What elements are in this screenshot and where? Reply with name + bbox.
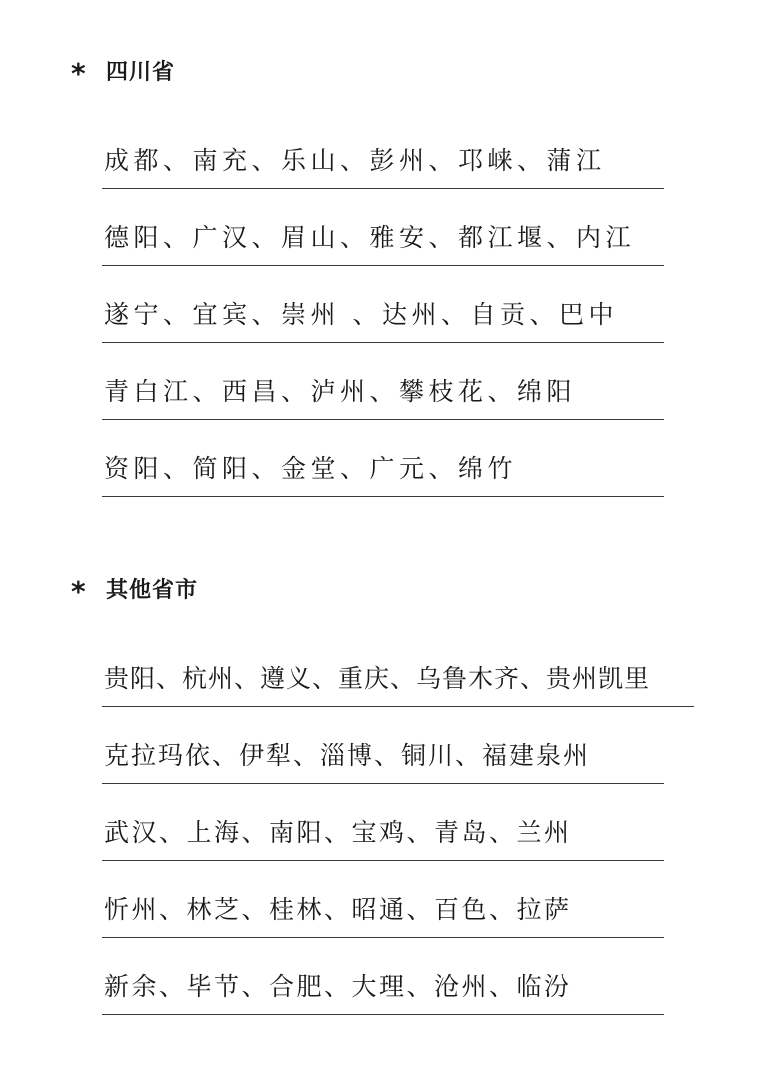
city-list <box>0 135 768 520</box>
city-row-text: 德阳、广汉、眉山、雅安、都江堰、内江 <box>104 223 636 252</box>
divider <box>102 860 664 861</box>
section-title: 四川省 <box>106 60 176 85</box>
list-item <box>0 443 768 520</box>
divider <box>102 419 664 420</box>
asterisk-icon: * <box>71 575 86 608</box>
city-list <box>0 653 768 1038</box>
city-row-text: 成都、南充、乐山、彭州、邛崃、蒲江 <box>104 146 606 175</box>
city-row-text: 克拉玛依、伊犁、淄博、铜川、福建泉州 <box>104 741 591 770</box>
divider <box>102 783 664 784</box>
divider <box>102 496 664 497</box>
city-row-text: 遂宁、宜宾、崇州 、达州、自贡、巴中 <box>104 300 618 329</box>
divider <box>102 342 664 343</box>
city-row-text: 新余、毕节、合肥、大理、沧州、临汾 <box>104 972 572 1001</box>
list-item <box>0 366 768 443</box>
list-item <box>0 212 768 289</box>
divider <box>102 265 664 266</box>
city-row-text: 资阳、简阳、金堂、广元、绵竹 <box>104 454 518 483</box>
list-item <box>0 807 768 884</box>
section-heading <box>0 56 768 90</box>
list-item <box>0 730 768 807</box>
section-title: 其他省市 <box>106 578 199 603</box>
divider <box>102 188 664 189</box>
asterisk-icon: * <box>71 57 86 90</box>
divider <box>102 937 664 938</box>
list-item <box>0 135 768 212</box>
city-row-text: 贵阳、杭州、遵义、重庆、乌鲁木齐、贵州凯里 <box>104 664 651 693</box>
city-row-text: 武汉、上海、南阳、宝鸡、青岛、兰州 <box>104 818 572 847</box>
section-heading <box>0 574 768 608</box>
list-item <box>0 289 768 366</box>
section-other-provinces <box>0 574 768 1001</box>
list-item <box>0 961 768 1038</box>
divider <box>102 1014 664 1015</box>
section-sichuan <box>0 56 768 483</box>
list-item <box>0 884 768 961</box>
divider <box>102 706 694 707</box>
city-row-text: 青白江、西昌、泸州、攀枝花、绵阳 <box>104 377 577 406</box>
list-item <box>0 653 768 730</box>
city-row-text: 忻州、林芝、桂林、昭通、百色、拉萨 <box>104 895 572 924</box>
